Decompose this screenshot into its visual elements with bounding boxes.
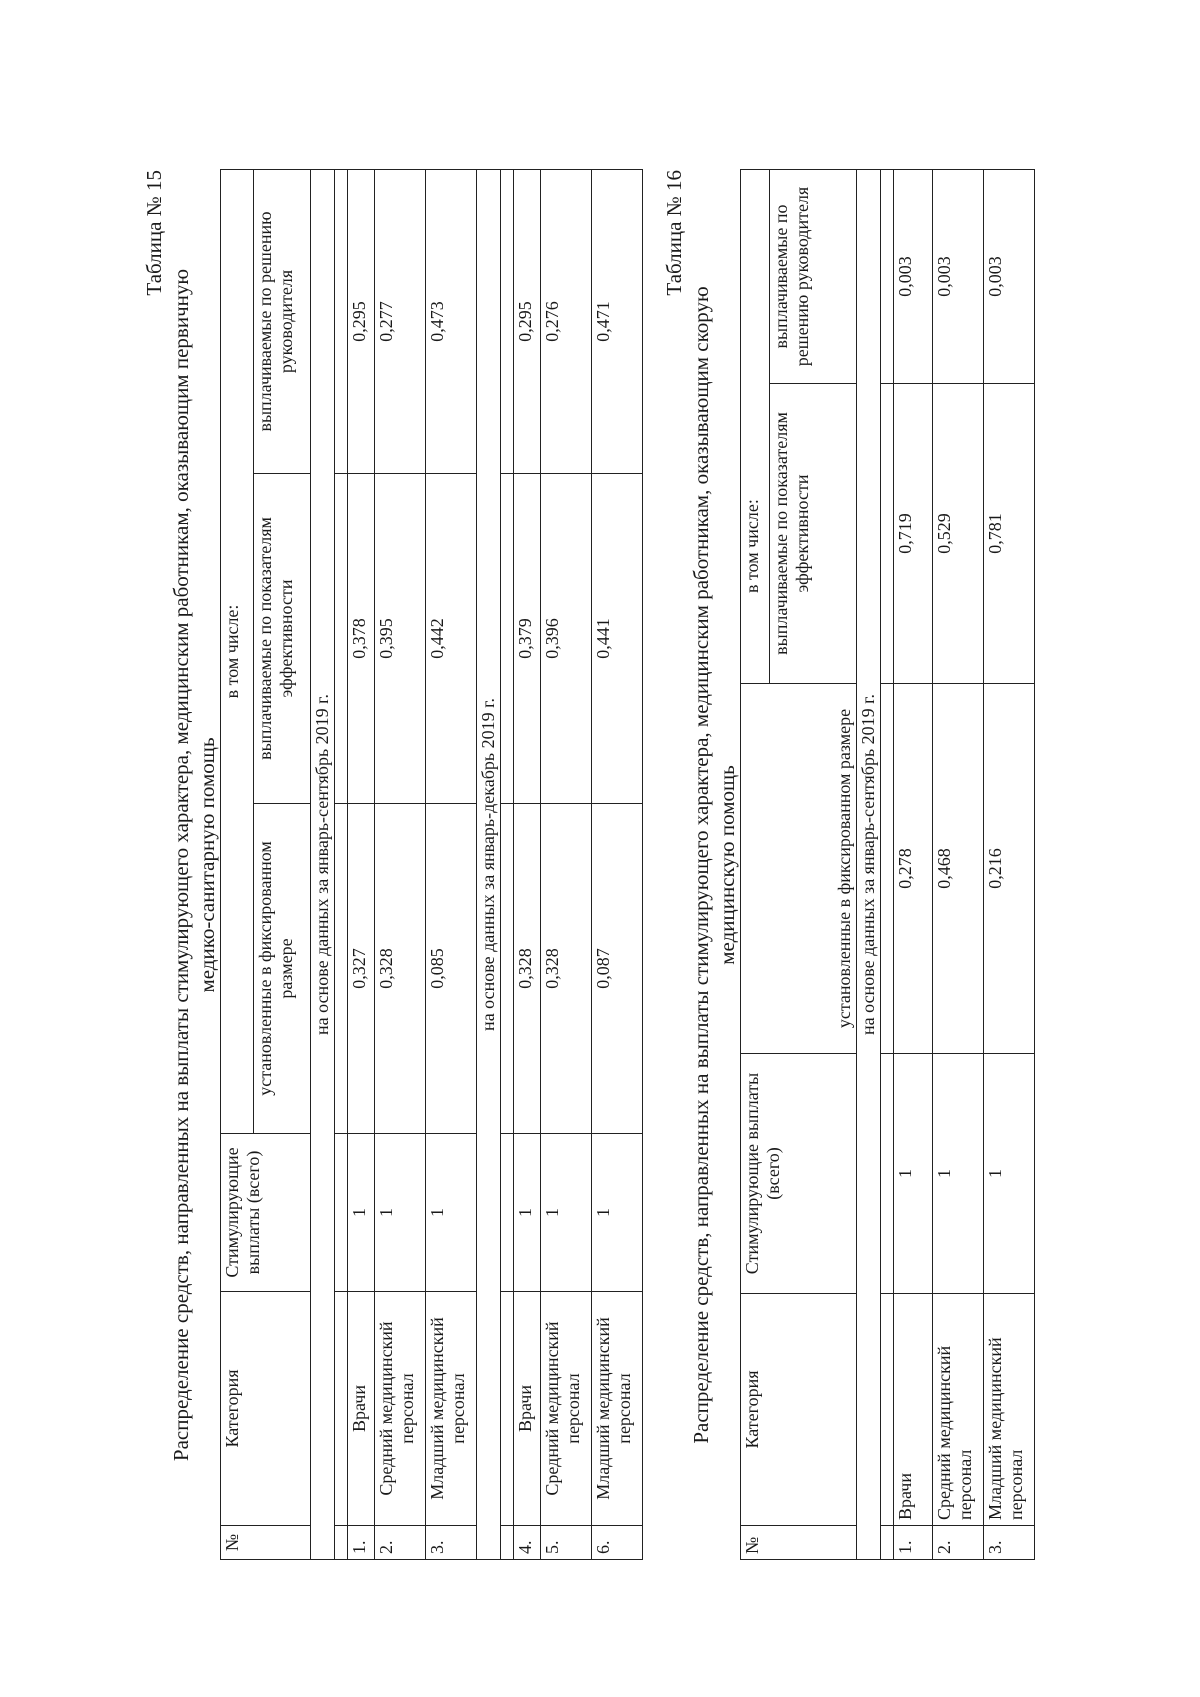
header-including: в том числе: xyxy=(221,169,254,1133)
table-16-title xyxy=(688,170,740,1560)
row-fixed: 0,328 xyxy=(541,804,592,1134)
row-manager: 0,473 xyxy=(426,169,477,473)
table-row xyxy=(375,169,426,1559)
row-total: 1 xyxy=(894,1054,933,1294)
header-manager: выплачиваемые по решению руководителя xyxy=(254,169,311,473)
section-jan-sep: на основе данных за январь-сентябрь 2019 г. xyxy=(857,169,881,1559)
table-15-title-line1: Распределение средств, направленных на выплаты стимулирующего характера, медицинским работникам, оказывающим первичную xyxy=(169,268,193,1462)
row-manager: 0,276 xyxy=(541,169,592,473)
table-row xyxy=(984,169,1035,1559)
table-row xyxy=(514,169,541,1559)
row-category: Средний медицинский персонал xyxy=(933,1294,984,1526)
table-row xyxy=(592,169,643,1559)
row-category: Врачи xyxy=(348,1292,375,1526)
row-fixed: 0,328 xyxy=(514,804,541,1134)
table-16-title-line2: медицинскую помощь xyxy=(715,765,739,965)
header-total: Стимулирующие выплаты (всего) xyxy=(741,1054,857,1294)
row-manager: 0,471 xyxy=(592,169,643,473)
row-num: 1. xyxy=(894,1526,933,1560)
row-efficiency: 0,378 xyxy=(348,474,375,804)
row-manager: 0,277 xyxy=(375,169,426,473)
header-total: Стимулирующие выплаты (всего) xyxy=(221,1134,311,1292)
table-16 xyxy=(740,169,1035,1560)
table-15 xyxy=(220,169,643,1560)
row-fixed: 0,216 xyxy=(984,684,1035,1054)
table-15-block xyxy=(140,170,643,1560)
header-fixed: установленные в фиксированном размере xyxy=(741,684,857,1054)
table-16-block xyxy=(660,170,1035,1560)
row-total: 1 xyxy=(984,1054,1035,1294)
row-num: 5. xyxy=(541,1526,592,1560)
row-efficiency: 0,379 xyxy=(514,474,541,804)
row-category: Младший медицинский персонал xyxy=(426,1292,477,1526)
table-15-title-line2: медико-санитарную помощь xyxy=(195,737,219,993)
row-efficiency: 0,396 xyxy=(541,474,592,804)
section-jan-dec: на основе данных за январь-декабрь 2019 г. xyxy=(477,169,501,1559)
header-category: Категория xyxy=(221,1292,311,1526)
row-total: 1 xyxy=(375,1134,426,1292)
row-fixed: 0,085 xyxy=(426,804,477,1134)
row-manager: 0,295 xyxy=(348,169,375,473)
table-15-number: Таблица № 15 xyxy=(142,170,166,296)
row-fixed: 0,087 xyxy=(592,804,643,1134)
row-category: Младший медицинский персонал xyxy=(984,1294,1035,1526)
row-total: 1 xyxy=(426,1134,477,1292)
row-efficiency: 0,441 xyxy=(592,474,643,804)
header-efficiency: выплачиваемые по показателям эффективности xyxy=(770,384,857,684)
row-efficiency: 0,781 xyxy=(984,384,1035,684)
row-num: 6. xyxy=(592,1526,643,1560)
table-row xyxy=(541,169,592,1559)
header-manager: выплачиваемые по решению руководителя xyxy=(770,169,857,383)
row-fixed: 0,468 xyxy=(933,684,984,1054)
row-category: Средний медицинский персонал xyxy=(541,1292,592,1526)
rotated-document-page xyxy=(140,120,1080,1560)
row-fixed: 0,278 xyxy=(894,684,933,1054)
row-total: 1 xyxy=(514,1134,541,1292)
table-row xyxy=(933,169,984,1559)
header-num: № xyxy=(741,1526,857,1560)
row-num: 3. xyxy=(984,1526,1035,1560)
section-jan-sep: на основе данных за январь-сентябрь 2019 г. xyxy=(311,169,335,1559)
row-efficiency: 0,442 xyxy=(426,474,477,804)
table-16-title-line1: Распределение средств, направленных на выплаты стимулирующего характера, медицинским работникам, оказывающим скорую xyxy=(689,286,713,1444)
row-manager: 0,003 xyxy=(984,169,1035,383)
header-num: № xyxy=(221,1526,311,1560)
row-manager: 0,003 xyxy=(894,169,933,383)
table-row xyxy=(894,169,933,1559)
row-total: 1 xyxy=(592,1134,643,1292)
row-num: 4. xyxy=(514,1526,541,1560)
row-category: Врачи xyxy=(894,1294,933,1526)
row-total: 1 xyxy=(933,1054,984,1294)
row-num: 3. xyxy=(426,1526,477,1560)
row-manager: 0,295 xyxy=(514,169,541,473)
row-category: Младший медицинский персонал xyxy=(592,1292,643,1526)
row-num: 2. xyxy=(375,1526,426,1560)
header-including: в том числе: xyxy=(741,169,770,683)
table-row xyxy=(348,169,375,1559)
row-fixed: 0,328 xyxy=(375,804,426,1134)
row-num: 1. xyxy=(348,1526,375,1560)
row-efficiency: 0,395 xyxy=(375,474,426,804)
row-efficiency: 0,529 xyxy=(933,384,984,684)
row-total: 1 xyxy=(541,1134,592,1292)
row-num: 2. xyxy=(933,1526,984,1560)
table-row xyxy=(426,169,477,1559)
header-efficiency: выплачиваемые по показателям эффективности xyxy=(254,474,311,804)
table-16-number: Таблица № 16 xyxy=(662,170,686,296)
row-total: 1 xyxy=(348,1134,375,1292)
header-fixed: установленные в фиксированном размере xyxy=(254,804,311,1134)
header-category: Категория xyxy=(741,1294,857,1526)
row-efficiency: 0,719 xyxy=(894,384,933,684)
row-category: Средний медицинский персонал xyxy=(375,1292,426,1526)
row-fixed: 0,327 xyxy=(348,804,375,1134)
table-15-title xyxy=(168,170,220,1560)
row-manager: 0,003 xyxy=(933,169,984,383)
row-category: Врачи xyxy=(514,1292,541,1526)
